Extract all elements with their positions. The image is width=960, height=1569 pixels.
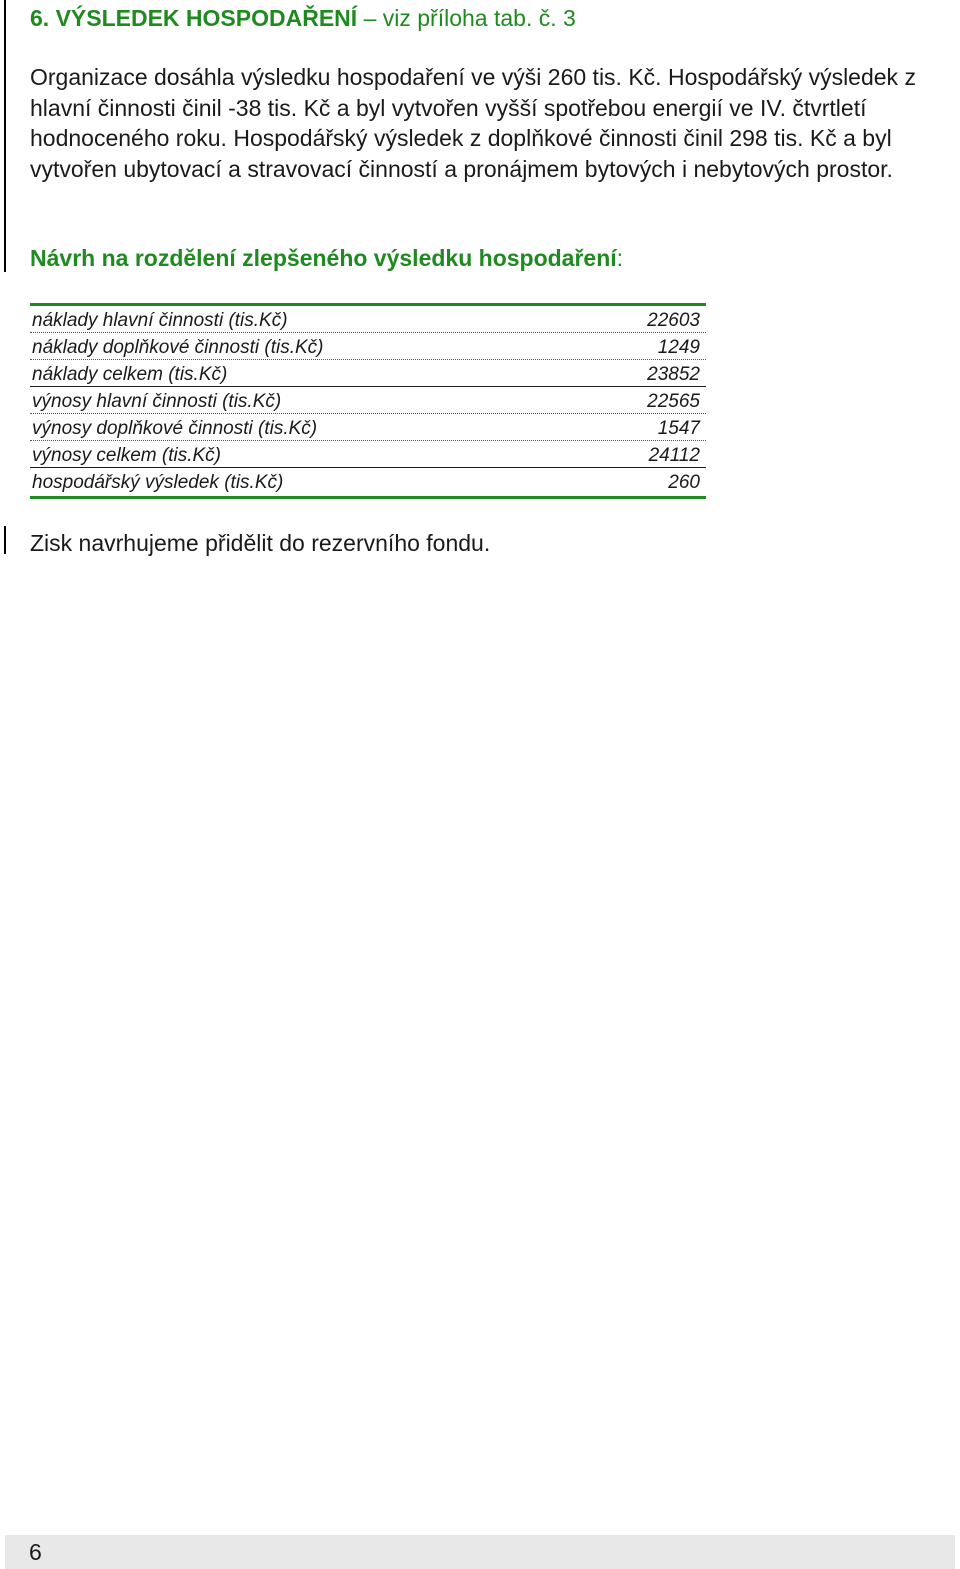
row-value: 1249 [657, 337, 700, 358]
row-label: výnosy hlavní činnosti (tis.Kč) [32, 391, 282, 412]
row-label: výnosy celkem (tis.Kč) [32, 445, 221, 466]
row-label: náklady doplňkové činnosti (tis.Kč) [32, 337, 324, 358]
table-row [30, 306, 706, 333]
table-row [30, 360, 706, 387]
row-value: 22565 [647, 391, 700, 412]
row-value: 22603 [647, 310, 700, 331]
row-label: výnosy doplňkové činnosti (tis.Kč) [32, 418, 318, 439]
row-value: 23852 [647, 364, 700, 385]
section-reference: – viz příloha tab. č. 3 [357, 5, 576, 31]
table-row [30, 333, 706, 360]
row-label: náklady celkem (tis.Kč) [32, 364, 228, 385]
table-row-total [30, 468, 706, 496]
section-title: 6. VÝSLEDEK HOSPODAŘENÍ [30, 5, 358, 31]
table-row [30, 387, 706, 414]
section-heading [30, 3, 576, 33]
row-label: hospodářský výsledek (tis.Kč) [32, 472, 284, 493]
margin-change-bar [4, 0, 6, 272]
page-number: 6 [29, 1539, 42, 1565]
row-value: 24112 [648, 445, 700, 466]
row-label: náklady hlavní činnosti (tis.Kč) [32, 310, 288, 331]
page-footer [5, 1535, 955, 1569]
margin-change-bar-lower [4, 526, 6, 554]
table-row [30, 441, 706, 468]
closing-statement: Zisk navrhujeme přidělit do rezervního fondu. [30, 530, 491, 556]
row-value: 1547 [657, 418, 700, 439]
row-value: 260 [668, 472, 700, 493]
proposal-heading-colon: : [616, 245, 624, 271]
result-paragraph: Organizace dosáhla výsledku hospodaření ve výši 260 tis. Kč. Hospodářský výsledek z hlavní činnosti činil -38 tis. Kč a byl vytvořen vyšší spotřebou energií ve IV. čtvrtletí hodnoceného roku. Hospodářský výsledek z doplňkové činnosti činil 298 tis. Kč a byl vytvořen ubytovací a stravovací činností a pronájmem bytových i nebytových prostor. [30, 64, 916, 182]
table-row [30, 414, 706, 441]
proposal-heading-text: Návrh na rozdělení zlepšeného výsledku hospodaření [30, 245, 617, 271]
proposal-heading [30, 243, 623, 273]
results-table [30, 303, 706, 499]
